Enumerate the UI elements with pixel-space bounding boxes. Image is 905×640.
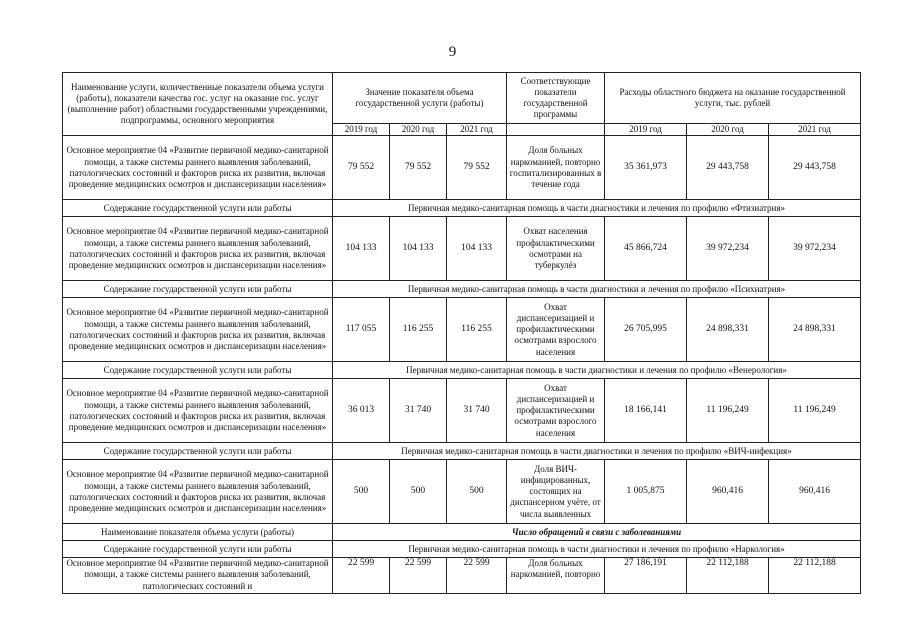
- volume-value-cell: 22 599: [447, 558, 507, 594]
- section-row: [63, 524, 861, 541]
- volume-value-cell: 31 740: [390, 379, 447, 443]
- indicator-cell: Доля ВИЧ-инфицированных, состоящих на диспансерном учёте, от числа выявленных: [507, 460, 605, 524]
- indicator-cell: Доля больных наркоманией, повторно: [507, 558, 605, 594]
- section-value-cell: Первичная медико-санитарная помощь в части диагностики и лечения по профилю «Венерология»: [333, 362, 861, 379]
- indicator-cell: Доля больных наркоманией, повторно госпитализированных в течение года: [507, 136, 605, 200]
- expense-value-cell: 22 112,188: [687, 558, 769, 594]
- volume-value-cell: 104 133: [447, 217, 507, 281]
- activity-name-cell: Основное мероприятие 04 «Развитие первичной медико-санитарной помощи, а также системы раннего выявления заболеваний, патологических состояний и факторов риска их развития, включая проведение медицинских осмотров и диспансеризации населения»: [63, 379, 333, 443]
- volume-value-cell: 500: [390, 460, 447, 524]
- expense-value-cell: 29 443,758: [687, 136, 769, 200]
- indicator-cell: Охват диспансеризацией и профилактическими осмотрами взрослого населения: [507, 379, 605, 443]
- expense-value-cell: 22 112,188: [769, 558, 861, 594]
- header-expenses-col: Расходы областного бюджета на оказание государственной услуги, тыс. рублей: [605, 73, 861, 124]
- expense-value-cell: 11 196,249: [769, 379, 861, 443]
- section-row: [63, 362, 861, 379]
- section-value-cell: Первичная медико-санитарная помощь в части диагностики и лечения по профилю «ВИЧ-инфекция»: [333, 443, 861, 460]
- year-cell: 2019 год: [333, 124, 390, 136]
- volume-value-cell: 79 552: [333, 136, 390, 200]
- year-cell: 2020 год: [390, 124, 447, 136]
- expense-value-cell: 39 972,234: [687, 217, 769, 281]
- volume-value-cell: 104 133: [333, 217, 390, 281]
- expense-value-cell: 24 898,331: [687, 298, 769, 362]
- table-row: [63, 298, 861, 362]
- header-indicators-col: Соответствующие показатели государственной программы: [507, 73, 605, 124]
- section-row: [63, 541, 861, 558]
- expense-value-cell: 35 361,973: [605, 136, 687, 200]
- volume-value-cell: 79 552: [447, 136, 507, 200]
- expense-value-cell: 27 186,191: [605, 558, 687, 594]
- expense-value-cell: 45 866,724: [605, 217, 687, 281]
- section-row: [63, 200, 861, 217]
- section-value-cell: Число обращений в связи с заболеваниями: [333, 524, 861, 541]
- table-row: [63, 136, 861, 200]
- section-label-cell: Содержание государственной услуги или работы: [63, 200, 333, 217]
- year-cell-empty: [507, 124, 605, 136]
- table-row: [63, 460, 861, 524]
- volume-value-cell: 104 133: [390, 217, 447, 281]
- table-row: [63, 379, 861, 443]
- expense-value-cell: 1 005,875: [605, 460, 687, 524]
- volume-value-cell: 79 552: [390, 136, 447, 200]
- volume-value-cell: 36 013: [333, 379, 390, 443]
- volume-value-cell: 116 255: [447, 298, 507, 362]
- expense-value-cell: 24 898,331: [769, 298, 861, 362]
- activity-name-cell: Основное мероприятие 04 «Развитие первичной медико-санитарной помощи, а также системы раннего выявления заболеваний, патологических состояний и факторов риска их развития, включая проведение медицинских осмотров и диспансеризации населения»: [63, 460, 333, 524]
- expense-value-cell: 39 972,234: [769, 217, 861, 281]
- activity-name-cell: Основное мероприятие 04 «Развитие первичной медико-санитарной помощи, а также системы раннего выявления заболеваний, патологических состояний и факторов риска их развития, включая проведение медицинских осмотров и диспансеризации населения»: [63, 136, 333, 200]
- services-table: [62, 72, 861, 594]
- expense-value-cell: 18 166,141: [605, 379, 687, 443]
- activity-name-cell: Основное мероприятие 04 «Развитие первичной медико-санитарной помощи, а также системы раннего выявления заболеваний, патологических состояний и факторов риска их развития, включая проведение медицинских осмотров и диспансеризации населения»: [63, 217, 333, 281]
- volume-value-cell: 500: [333, 460, 390, 524]
- activity-name-cell: Основное мероприятие 04 «Развитие первичной медико-санитарной помощи, а также системы раннего выявления заболеваний, патологических состояний и: [63, 558, 333, 594]
- expense-value-cell: 960,416: [769, 460, 861, 524]
- year-cell: 2019 год: [605, 124, 687, 136]
- section-label-cell: Наименование показателя объема услуги (работы): [63, 524, 333, 541]
- indicator-cell: Охват диспансеризацией и профилактическими осмотрами взрослого населения: [507, 298, 605, 362]
- volume-value-cell: 500: [447, 460, 507, 524]
- section-label-cell: Содержание государственной услуги или работы: [63, 443, 333, 460]
- year-cell: 2020 год: [687, 124, 769, 136]
- section-label-cell: Содержание государственной услуги или работы: [63, 362, 333, 379]
- page-number: 9: [448, 44, 457, 60]
- section-value-cell: Первичная медико-санитарная помощь в части диагностики и лечения по профилю «Психиатрия»: [333, 281, 861, 298]
- activity-name-cell: Основное мероприятие 04 «Развитие первичной медико-санитарной помощи, а также системы раннего выявления заболеваний, патологических состояний и факторов риска их развития, включая проведение медицинских осмотров и диспансеризации населения»: [63, 298, 333, 362]
- year-cell: 2021 год: [447, 124, 507, 136]
- indicator-cell: Охват населения профилактическими осмотрами на туберкулёз: [507, 217, 605, 281]
- expense-value-cell: 11 196,249: [687, 379, 769, 443]
- header-name-col: Наименование услуги, количественные показатели объема услуги (работы), показатели качества гос. услуг на оказание гос. услуг (выполнение работ) областными государственными учреждениями, подпрограммы, основного мероприятия: [63, 73, 333, 136]
- table-row: [63, 558, 861, 594]
- volume-value-cell: 22 599: [333, 558, 390, 594]
- section-value-cell: Первичная медико-санитарная помощь в части диагностики и лечения по профилю «Наркология»: [333, 541, 861, 558]
- section-row: [63, 443, 861, 460]
- section-value-cell: Первичная медико-санитарная помощь в части диагностики и лечения по профилю «Фтизиатрия»: [333, 200, 861, 217]
- header-row: [63, 73, 861, 124]
- table-row: [63, 217, 861, 281]
- header-volume-col: Значение показателя объема государственной услуги (работы): [333, 73, 507, 124]
- section-label-cell: Содержание государственной услуги или работы: [63, 541, 333, 558]
- expense-value-cell: 960,416: [687, 460, 769, 524]
- expense-value-cell: 26 705,995: [605, 298, 687, 362]
- year-cell: 2021 год: [769, 124, 861, 136]
- expense-value-cell: 29 443,758: [769, 136, 861, 200]
- volume-value-cell: 31 740: [447, 379, 507, 443]
- volume-value-cell: 117 055: [333, 298, 390, 362]
- volume-value-cell: 22 599: [390, 558, 447, 594]
- volume-value-cell: 116 255: [390, 298, 447, 362]
- section-row: [63, 281, 861, 298]
- section-label-cell: Содержание государственной услуги или работы: [63, 281, 333, 298]
